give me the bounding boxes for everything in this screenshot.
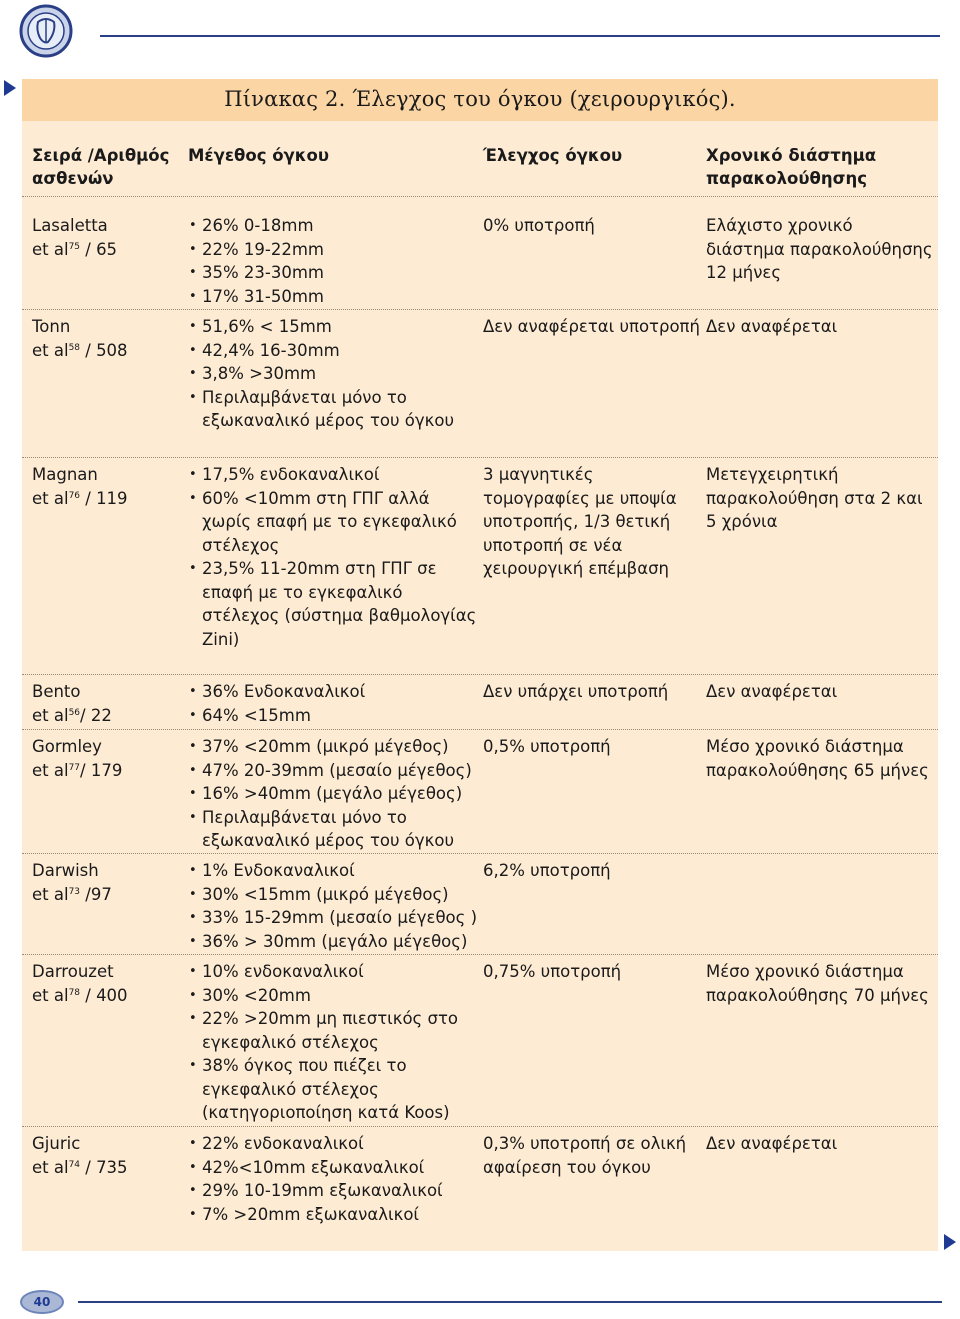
column-header-tumor-size: Μέγεθος όγκου xyxy=(188,146,329,165)
tumor-size-list xyxy=(188,960,478,1125)
series-author: Darrouzet xyxy=(32,962,114,981)
patient-count: /97 xyxy=(80,884,112,904)
series-cell xyxy=(32,859,182,906)
reference-number: 74 xyxy=(68,1159,81,1170)
patient-count: / 65 xyxy=(80,239,118,259)
series-cell xyxy=(32,735,182,782)
tumor-size-cell xyxy=(188,463,478,651)
series-author: Bento xyxy=(32,682,81,701)
tumor-control-cell: Δεν αναφέρεται υποτροπή xyxy=(483,317,700,336)
column-header-tumor-control: Έλεγχος όγκου xyxy=(483,146,623,165)
followup-cell: Μέσο χρονικό διάστημα παρακολούθησης 70 μήνες xyxy=(706,962,929,1005)
tumor-size-item: • 36% > 30mm (μεγάλο μέγεθος) xyxy=(188,930,478,954)
tumor-size-item: • 38% όγκος που πιέζει το εγκεφαλικό στέλεχος (κατηγοριοποίηση κατά Koos) xyxy=(188,1054,478,1125)
tumor-control-cell: 6,2% υποτροπή xyxy=(483,861,611,880)
tumor-size-list xyxy=(188,735,478,853)
tumor-size-item: • 22% 19-22mm xyxy=(188,238,478,262)
tumor-size-cell xyxy=(188,735,478,853)
tumor-control-cell: 0,3% υποτροπή σε ολική αφαίρεση του όγκου xyxy=(483,1134,687,1177)
reference-number: 75 xyxy=(68,241,81,252)
tumor-size-item: • 47% 20-39mm (μεσαίο μέγεθος) xyxy=(188,759,478,783)
reference-number: 76 xyxy=(68,490,81,501)
row-separator xyxy=(22,954,938,955)
series-author: Lasaletta xyxy=(32,216,108,235)
tumor-size-item: • 16% >40mm (μεγάλο μέγεθος) xyxy=(188,782,478,806)
tumor-size-item: • 36% Ενδοκαναλικοί xyxy=(188,680,478,704)
tumor-size-item: • 64% <15mm xyxy=(188,704,478,728)
patient-count: / 179 xyxy=(80,760,123,780)
patient-count: / 119 xyxy=(80,488,128,508)
tumor-control-cell: 3 μαγνητικές τομογραφίες με υποψία υποτροπής, 1/3 θετική υποτροπή σε νέα χειρουργική επέμβαση xyxy=(483,465,677,578)
table-title-bar xyxy=(22,79,938,121)
series-citation xyxy=(32,238,182,262)
series-citation xyxy=(32,759,182,783)
et-al-label: et al xyxy=(32,705,69,725)
society-seal-logo-icon xyxy=(18,4,74,58)
tumor-size-item: • 23,5% 11-20mm στη ΓΠΓ σε επαφή με το εγκεφαλικό στέλεχος (σύστημα βαθμολογίας Zini) xyxy=(188,557,478,651)
row-separator xyxy=(22,853,938,854)
followup-cell: Δεν αναφέρεται xyxy=(706,317,838,336)
tumor-size-item: • 30% <20mm xyxy=(188,984,478,1008)
footer-rule xyxy=(78,1301,942,1303)
tumor-size-item: • 35% 23-30mm xyxy=(188,261,478,285)
series-citation xyxy=(32,339,182,363)
series-author: Gjuric xyxy=(32,1134,81,1153)
series-cell xyxy=(32,315,182,362)
society-logo xyxy=(18,4,74,58)
series-cell xyxy=(32,214,182,261)
tumor-size-list xyxy=(188,1132,478,1226)
page-number: 40 xyxy=(20,1290,64,1314)
series-citation xyxy=(32,487,182,511)
tumor-control-cell: 0,5% υποτροπή xyxy=(483,737,611,756)
surgical-control-table xyxy=(22,79,938,1251)
reference-number: 77 xyxy=(68,762,81,773)
series-cell xyxy=(32,463,182,510)
et-al-label: et al xyxy=(32,340,69,360)
followup-cell: Μετεγχειρητική παρακολούθηση στα 2 και 5 χρόνια xyxy=(706,465,923,531)
tumor-size-item: • 42%<10mm εξωκαναλικοί xyxy=(188,1156,478,1180)
tumor-control-cell: 0,75% υποτροπή xyxy=(483,962,622,981)
tumor-size-item: • 7% >20mm εξωκαναλικοί xyxy=(188,1203,478,1227)
tumor-size-item: • 29% 10-19mm εξωκαναλικοί xyxy=(188,1179,478,1203)
series-cell xyxy=(32,1132,182,1179)
followup-cell: Δεν αναφέρεται xyxy=(706,682,838,701)
patient-count: / 400 xyxy=(80,985,128,1005)
patient-count: / 735 xyxy=(80,1157,128,1177)
header-separator xyxy=(22,196,938,197)
tumor-size-item: • 10% ενδοκαναλικοί xyxy=(188,960,478,984)
et-al-label: et al xyxy=(32,760,69,780)
reference-number: 56 xyxy=(68,707,81,718)
arrow-right-icon xyxy=(944,1234,956,1250)
row-separator xyxy=(22,309,938,310)
series-author: Tonn xyxy=(32,317,71,336)
tumor-size-item: • 60% <10mm στη ΓΠΓ αλλά χωρίς επαφή με το εγκεφαλικό στέλεχος xyxy=(188,487,478,558)
tumor-size-cell xyxy=(188,680,478,727)
row-separator xyxy=(22,1126,938,1127)
tumor-size-list xyxy=(188,680,478,727)
tumor-size-item: • 22% >20mm μη πιεστικός στο εγκεφαλικό στέλεχος xyxy=(188,1007,478,1054)
tumor-size-item: • 17% 31-50mm xyxy=(188,285,478,309)
series-cell xyxy=(32,960,182,1007)
patient-count: / 508 xyxy=(80,340,128,360)
series-cell xyxy=(32,680,182,727)
row-separator xyxy=(22,729,938,730)
tumor-size-item: • 26% 0-18mm xyxy=(188,214,478,238)
followup-cell: Δεν αναφέρεται xyxy=(706,1134,838,1153)
series-author: Magnan xyxy=(32,465,98,484)
reference-number: 58 xyxy=(68,342,81,353)
followup-cell: Ελάχιστο χρονικό διάστημα παρακολούθησης 12 μήνες xyxy=(706,216,933,282)
tumor-size-item: • 42,4% 16-30mm xyxy=(188,339,478,363)
tumor-size-list xyxy=(188,315,478,433)
column-header-series: Σειρά /Αριθμός ασθενών xyxy=(32,146,170,188)
tumor-size-list xyxy=(188,859,478,953)
tumor-size-cell xyxy=(188,315,478,433)
tumor-size-cell xyxy=(188,960,478,1125)
header-rule xyxy=(100,35,940,37)
tumor-size-cell xyxy=(188,1132,478,1226)
tumor-size-item: • 3,8% >30mm xyxy=(188,362,478,386)
series-citation xyxy=(32,704,182,728)
tumor-size-cell xyxy=(188,859,478,953)
tumor-size-item: • 51,6% < 15mm xyxy=(188,315,478,339)
tumor-size-cell xyxy=(188,214,478,308)
tumor-size-item: • 30% <15mm (μικρό μέγεθος) xyxy=(188,883,478,907)
tumor-size-item: • Περιλαμβάνεται μόνο το εξωκαναλικό μέρος του όγκου xyxy=(188,806,478,853)
reference-number: 73 xyxy=(68,886,81,897)
patient-count: / 22 xyxy=(80,705,112,725)
et-al-label: et al xyxy=(32,1157,69,1177)
tumor-size-list xyxy=(188,214,478,308)
row-separator xyxy=(22,674,938,675)
reference-number: 78 xyxy=(68,987,81,998)
tumor-control-cell: Δεν υπάρχει υποτροπή xyxy=(483,682,669,701)
tumor-size-list xyxy=(188,463,478,651)
et-al-label: et al xyxy=(32,488,69,508)
arrow-right-icon xyxy=(4,80,16,96)
tumor-size-item: • 37% <20mm (μικρό μέγεθος) xyxy=(188,735,478,759)
tumor-size-item: • Περιλαμβάνεται μόνο το εξωκαναλικό μέρος του όγκου xyxy=(188,386,478,433)
series-author: Gormley xyxy=(32,737,102,756)
et-al-label: et al xyxy=(32,884,69,904)
table-title: Πίνακας 2. Έλεγχος του όγκου (χειρουργικός). xyxy=(224,87,736,111)
series-citation xyxy=(32,1156,182,1180)
series-citation xyxy=(32,984,182,1008)
et-al-label: et al xyxy=(32,985,69,1005)
column-header-followup: Χρονικό διάστημα παρακολούθησης xyxy=(706,146,877,188)
tumor-control-cell: 0% υποτροπή xyxy=(483,216,595,235)
series-author: Darwish xyxy=(32,861,99,880)
tumor-size-item: • 1% Ενδοκαναλικοί xyxy=(188,859,478,883)
tumor-size-item: • 33% 15-29mm (μεσαίο μέγεθος ) xyxy=(188,906,478,930)
followup-cell: Μέσο χρονικό διάστημα παρακολούθησης 65 μήνες xyxy=(706,737,929,780)
tumor-size-item: • 22% ενδοκαναλικοί xyxy=(188,1132,478,1156)
tumor-size-item: • 17,5% ενδοκαναλικοί xyxy=(188,463,478,487)
row-separator xyxy=(22,457,938,458)
et-al-label: et al xyxy=(32,239,69,259)
series-citation xyxy=(32,883,182,907)
